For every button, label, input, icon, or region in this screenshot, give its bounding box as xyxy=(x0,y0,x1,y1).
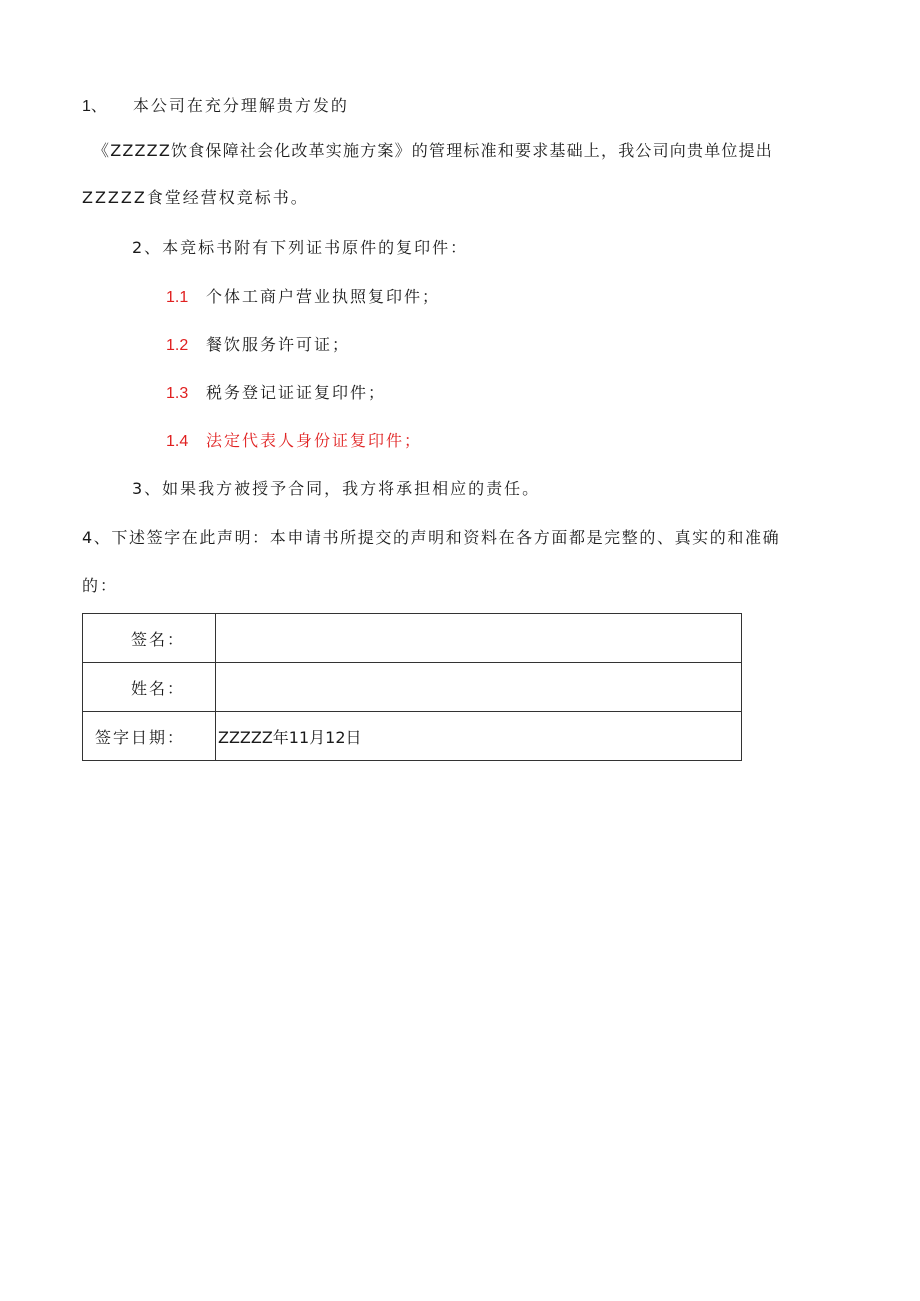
list-item-number: 1.1 xyxy=(166,289,189,306)
sign-date-label: 签字日期： xyxy=(83,712,216,761)
clause-1-line-3: ZZZZZ食堂经营权竞标书。 xyxy=(82,188,309,207)
list-item xyxy=(166,333,350,358)
clause-2-text: 2、本竞标书附有下列证书原件的复印件： xyxy=(132,238,469,257)
list-item-label: 法定代表人身份证复印件； xyxy=(206,431,423,450)
list-item-label: 餐饮服务许可证； xyxy=(206,335,351,354)
clause-1-line-1 xyxy=(82,94,349,119)
list-item-number: 1.2 xyxy=(166,337,189,354)
clause-4-line-1: 4、下述签字在此声明：本申请书所提交的声明和资料在各方面都是完整的、真实的和准确 xyxy=(82,528,781,547)
clause-3-text: 3、如果我方被授予合同，我方将承担相应的责任。 xyxy=(132,479,541,498)
clause-1-line-2: 《ZZZZZ饮食保障社会化改革实施方案》的管理标准和要求基础上，我公司向贵单位提出 xyxy=(93,141,774,160)
clause-1-number: 1、 xyxy=(82,98,107,115)
table-row xyxy=(83,614,742,663)
list-item-number: 1.4 xyxy=(166,433,189,450)
list-item xyxy=(166,381,386,406)
clause-1-text: 本公司在充分理解贵方发的 xyxy=(132,96,349,115)
list-item-label: 税务登记证证复印件； xyxy=(206,383,387,402)
list-item xyxy=(166,429,422,454)
table-row xyxy=(83,663,742,712)
clause-4-line-2: 的： xyxy=(82,576,119,595)
signature-label: 签名： xyxy=(83,614,216,663)
list-item-number: 1.3 xyxy=(166,385,189,402)
name-label: 姓名： xyxy=(83,663,216,712)
list-item-label: 个体工商户营业执照复印件； xyxy=(206,287,441,306)
signature-table xyxy=(82,613,742,761)
sign-date-field[interactable]: ZZZZZ年11月12日 xyxy=(216,712,742,761)
signature-field[interactable] xyxy=(216,614,742,663)
list-item xyxy=(166,285,440,310)
table-row xyxy=(83,712,742,761)
name-field[interactable] xyxy=(216,663,742,712)
